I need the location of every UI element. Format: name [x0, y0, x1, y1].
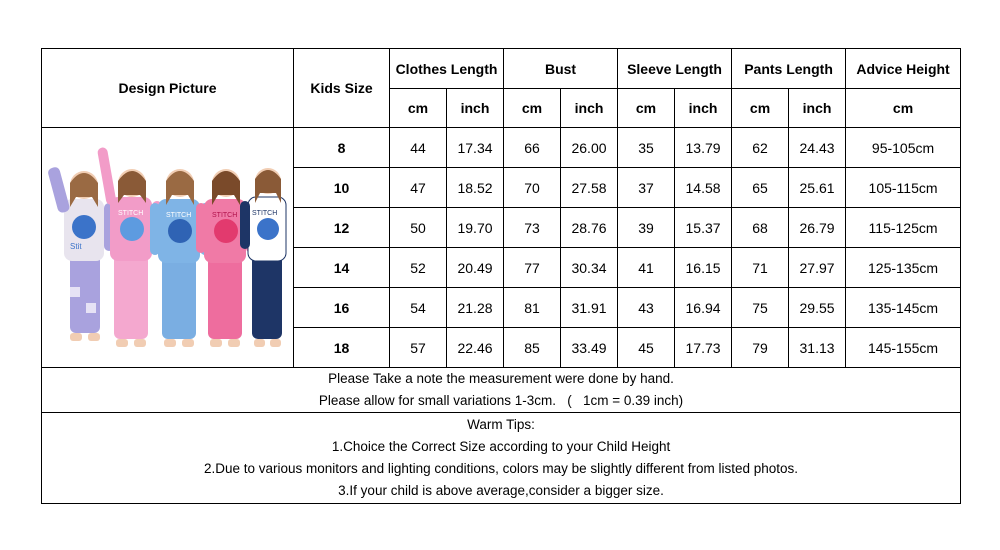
kid-5-figure: [240, 168, 286, 347]
kids-pajamas-photo: [48, 137, 288, 359]
size-cell: 10: [294, 168, 390, 208]
advice-height-header: Advice Height: [846, 49, 961, 89]
size-cell: 8: [294, 128, 390, 168]
bust-inch-cell: 26.00: [561, 128, 618, 168]
warm-tip-3: 3.If your child is above average,consider a bigger size.: [338, 483, 664, 498]
sleeve-inch-cell: 14.58: [675, 168, 732, 208]
measurement-note: [42, 368, 961, 413]
bust-cm-cell: 70: [504, 168, 561, 208]
sleeve-inch-cell: 16.94: [675, 288, 732, 328]
pants-inch-cell: 29.55: [789, 288, 846, 328]
size-chart-table: [41, 48, 961, 504]
sleeve-cm-cell: 35: [618, 128, 675, 168]
measurement-note-line-1: Please Take a note the measurement were done by hand.: [328, 371, 674, 386]
height-cell: 135-145cm: [846, 288, 961, 328]
clothes-cm-cell: 50: [390, 208, 447, 248]
pants-cm-cell: 71: [732, 248, 789, 288]
table-row: [42, 128, 961, 168]
shirt-print-5: STITCH: [251, 209, 277, 217]
warm-tips-row: [42, 413, 961, 504]
height-cm-header: cm: [846, 89, 961, 128]
pants-inch-cell: 27.97: [789, 248, 846, 288]
kid-3-figure: [150, 169, 210, 347]
clothes-cm-header: cm: [390, 89, 447, 128]
height-cell: 95-105cm: [846, 128, 961, 168]
pants-cm-cell: 75: [732, 288, 789, 328]
bust-inch-cell: 31.91: [561, 288, 618, 328]
pants-cm-header: cm: [732, 89, 789, 128]
bust-inch-cell: 28.76: [561, 208, 618, 248]
bust-inch-cell: 30.34: [561, 248, 618, 288]
pants-cm-cell: 62: [732, 128, 789, 168]
sleeve-cm-cell: 45: [618, 328, 675, 368]
clothes-cm-cell: 57: [390, 328, 447, 368]
clothes-cm-cell: 54: [390, 288, 447, 328]
size-cell: 14: [294, 248, 390, 288]
warm-tips: [42, 413, 961, 504]
sleeve-cm-cell: 43: [618, 288, 675, 328]
sleeve-cm-cell: 41: [618, 248, 675, 288]
bust-cm-header: cm: [504, 89, 561, 128]
height-cell: 145-155cm: [846, 328, 961, 368]
clothes-length-header: Clothes Length: [390, 49, 504, 89]
warm-tip-2: 2.Due to various monitors and lighting conditions, colors may be slightly different from listed photos.: [203, 461, 799, 476]
height-cell: 125-135cm: [846, 248, 961, 288]
clothes-cm-cell: 52: [390, 248, 447, 288]
sleeve-inch-cell: 17.73: [675, 328, 732, 368]
clothes-cm-cell: 44: [390, 128, 447, 168]
clothes-cm-cell: 47: [390, 168, 447, 208]
sleeve-inch-header: inch: [675, 89, 732, 128]
design-picture-header: Design Picture: [42, 49, 294, 128]
bust-cm-cell: 85: [504, 328, 561, 368]
pants-length-header: Pants Length: [732, 49, 846, 89]
pants-cm-cell: 79: [732, 328, 789, 368]
design-picture: [42, 128, 294, 368]
sleeve-length-header: Sleeve Length: [618, 49, 732, 89]
bust-cm-cell: 81: [504, 288, 561, 328]
height-cell: 105-115cm: [846, 168, 961, 208]
bust-cm-cell: 73: [504, 208, 561, 248]
bust-inch-header: inch: [561, 89, 618, 128]
pants-cm-cell: 65: [732, 168, 789, 208]
pants-inch-cell: 24.43: [789, 128, 846, 168]
shirt-print-1: Stit: [69, 241, 82, 251]
warm-tips-title: Warm Tips:: [467, 417, 535, 432]
clothes-inch-cell: 21.28: [447, 288, 504, 328]
sleeve-cm-cell: 39: [618, 208, 675, 248]
sleeve-inch-cell: 15.37: [675, 208, 732, 248]
sleeve-inch-cell: 16.15: [675, 248, 732, 288]
measurement-note-row: [42, 368, 961, 413]
pants-inch-cell: 31.13: [789, 328, 846, 368]
sleeve-cm-cell: 37: [618, 168, 675, 208]
bust-cm-cell: 77: [504, 248, 561, 288]
warm-tip-1: 1.Choice the Correct Size according to your Child Height: [331, 439, 671, 454]
clothes-inch-cell: 18.52: [447, 168, 504, 208]
pants-inch-header: inch: [789, 89, 846, 128]
clothes-inch-header: inch: [447, 89, 504, 128]
shirt-print-4: STITCH: [211, 211, 237, 219]
clothes-inch-cell: 17.34: [447, 128, 504, 168]
clothes-inch-cell: 19.70: [447, 208, 504, 248]
shirt-print-3: STITCH: [165, 211, 191, 219]
clothes-inch-cell: 20.49: [447, 248, 504, 288]
clothes-inch-cell: 22.46: [447, 328, 504, 368]
kids-size-header: Kids Size: [294, 49, 390, 128]
bust-inch-cell: 33.49: [561, 328, 618, 368]
bust-inch-cell: 27.58: [561, 168, 618, 208]
sleeve-cm-header: cm: [618, 89, 675, 128]
bust-cm-cell: 66: [504, 128, 561, 168]
sleeve-inch-cell: 13.79: [675, 128, 732, 168]
size-cell: 12: [294, 208, 390, 248]
measurement-note-line-2: Please allow for small variations 1-3cm. ( 1cm = 0.39 inch): [318, 393, 684, 408]
header-row-1: [42, 49, 961, 89]
height-cell: 115-125cm: [846, 208, 961, 248]
bust-header: Bust: [504, 49, 618, 89]
kid-1-figure: [48, 166, 114, 341]
pants-cm-cell: 68: [732, 208, 789, 248]
kid-4-figure: [196, 169, 256, 347]
pants-inch-cell: 25.61: [789, 168, 846, 208]
size-chart: [41, 48, 960, 504]
pants-inch-cell: 26.79: [789, 208, 846, 248]
size-cell: 18: [294, 328, 390, 368]
shirt-print-2: STITCH: [117, 209, 143, 217]
size-cell: 16: [294, 288, 390, 328]
